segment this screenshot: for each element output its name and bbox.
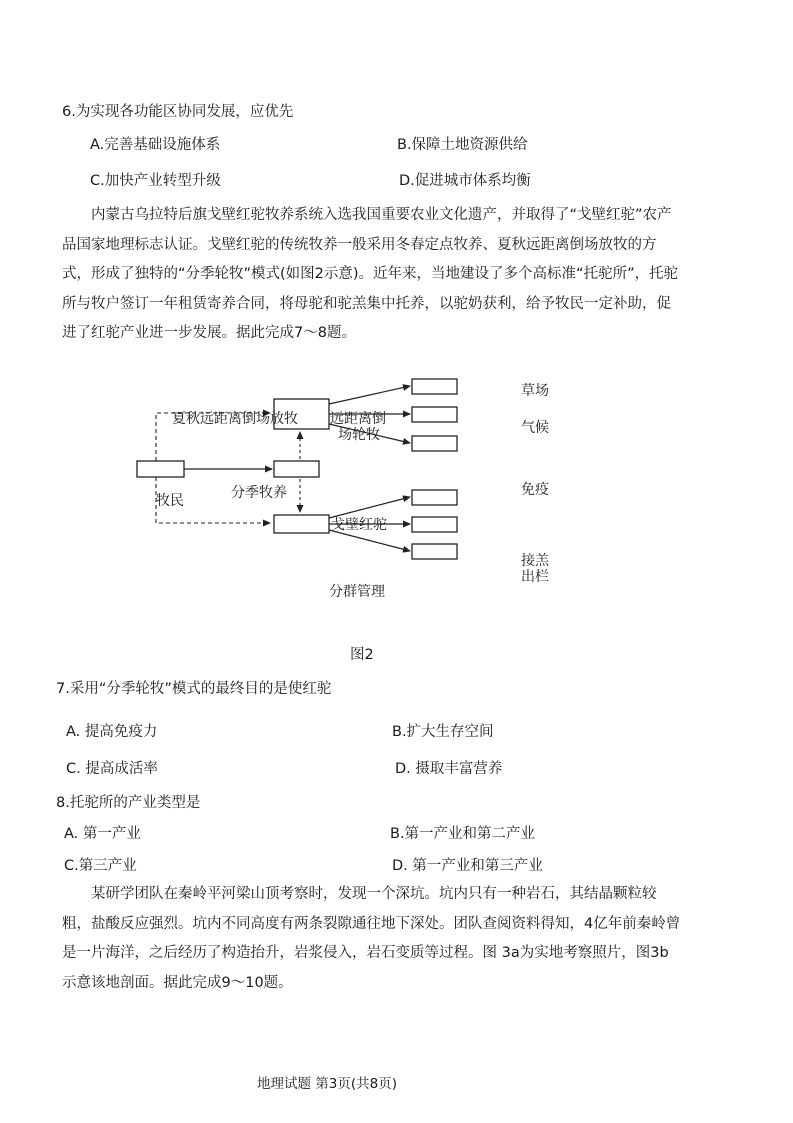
q8-option-b[interactable]: B.第一产业和第二产业	[390, 826, 536, 842]
arrow-to-calving	[329, 530, 410, 551]
label-group-management: 分群管理	[329, 584, 385, 600]
seasonal-box	[274, 461, 319, 477]
calving-box	[412, 544, 457, 559]
q7-stem: 7.采用“分季轮牧”模式的最终目的是使红驼	[56, 681, 332, 697]
camel-box	[274, 515, 329, 533]
label-rotation-2: 场轮牧	[338, 427, 380, 443]
label-summer-autumn: 夏秋远距离倒场放牧	[172, 411, 298, 427]
q8-option-c[interactable]: C.第三产业	[64, 858, 137, 874]
label-immunity: 免疫	[521, 482, 549, 498]
label-grassland: 草场	[521, 383, 549, 399]
label-herder: 牧民	[156, 493, 184, 509]
label-calving-2: 出栏	[521, 569, 549, 585]
arrow-to-immunity	[329, 497, 410, 518]
climate-box	[412, 407, 457, 422]
immunity-box	[412, 490, 457, 505]
q7-option-c[interactable]: C. 提高成活率	[66, 761, 158, 777]
grassland-box	[412, 379, 457, 394]
q6-option-d[interactable]: D.促进城市体系均衡	[399, 173, 531, 189]
q6-option-a[interactable]: A.完善基础设施体系	[90, 137, 221, 153]
q8-option-d[interactable]: D. 第一产业和第三产业	[392, 858, 543, 874]
label-gobi-camel: 戈壁红驼	[331, 517, 387, 533]
label-seasonal: 分季牧养	[231, 485, 287, 501]
q7-option-b[interactable]: B.扩大生存空间	[392, 724, 494, 740]
passage-camel: 内蒙古乌拉特后旗戈壁红驼牧养系统入选我国重要农业文化遗产，并取得了“戈壁红驼”农产品国家地理标志认证。戈壁红驼的传统牧养一般采用冬春定点牧养、夏秋远距离倒场放牧的方式，形成了独特的“分季轮牧”模式(如图2示意)。近年来，当地建设了多个高标准“托驼所”，托驼所与牧户签订一年租赁寄养合同，将母驼和驼羔集中托养，以驼奶获利，给予牧民一定补助，促进了红驼产业进一步发展。据此完成7～8题。	[62, 207, 679, 341]
q8-stem: 8.托驼所的产业类型是	[56, 795, 201, 811]
q7-option-a[interactable]: A. 提高免疫力	[66, 724, 158, 740]
group-box	[412, 517, 457, 532]
q6-option-c[interactable]: C.加快产业转型升级	[90, 173, 221, 189]
label-rotation-1: 远距离倒	[330, 411, 386, 427]
q7-option-d[interactable]: D. 摄取丰富营养	[395, 761, 503, 777]
rotation-box	[412, 436, 457, 451]
q6-option-b[interactable]: B.保障土地资源供给	[397, 137, 528, 153]
q8-option-a[interactable]: A. 第一产业	[64, 826, 141, 842]
arrow-to-grassland	[329, 386, 410, 404]
page-footer: 地理试题 第3页(共8页)	[257, 1076, 398, 1092]
figure-caption: 图2	[350, 647, 374, 663]
herder-box	[137, 461, 184, 477]
label-climate: 气候	[521, 420, 549, 436]
passage-qinling: 某研学团队在秦岭平河梁山顶考察时，发现一个深坑。坑内只有一种岩石，其结晶颗粒较粗，盐酸反应强烈。坑内不同高度有两条裂隙通往地下深处。团队查阅资料得知，4亿年前秦岭曾是一片海洋，之后经历了构造抬升，岩浆侵入，岩石变质等过程。图 3a为实地考察照片，图3b 示意该地剖面。据此完成9～10题。	[62, 886, 681, 991]
label-calving-1: 接羔	[521, 553, 549, 569]
q6-stem: 6.为实现各功能区协同发展，应优先	[62, 104, 294, 120]
